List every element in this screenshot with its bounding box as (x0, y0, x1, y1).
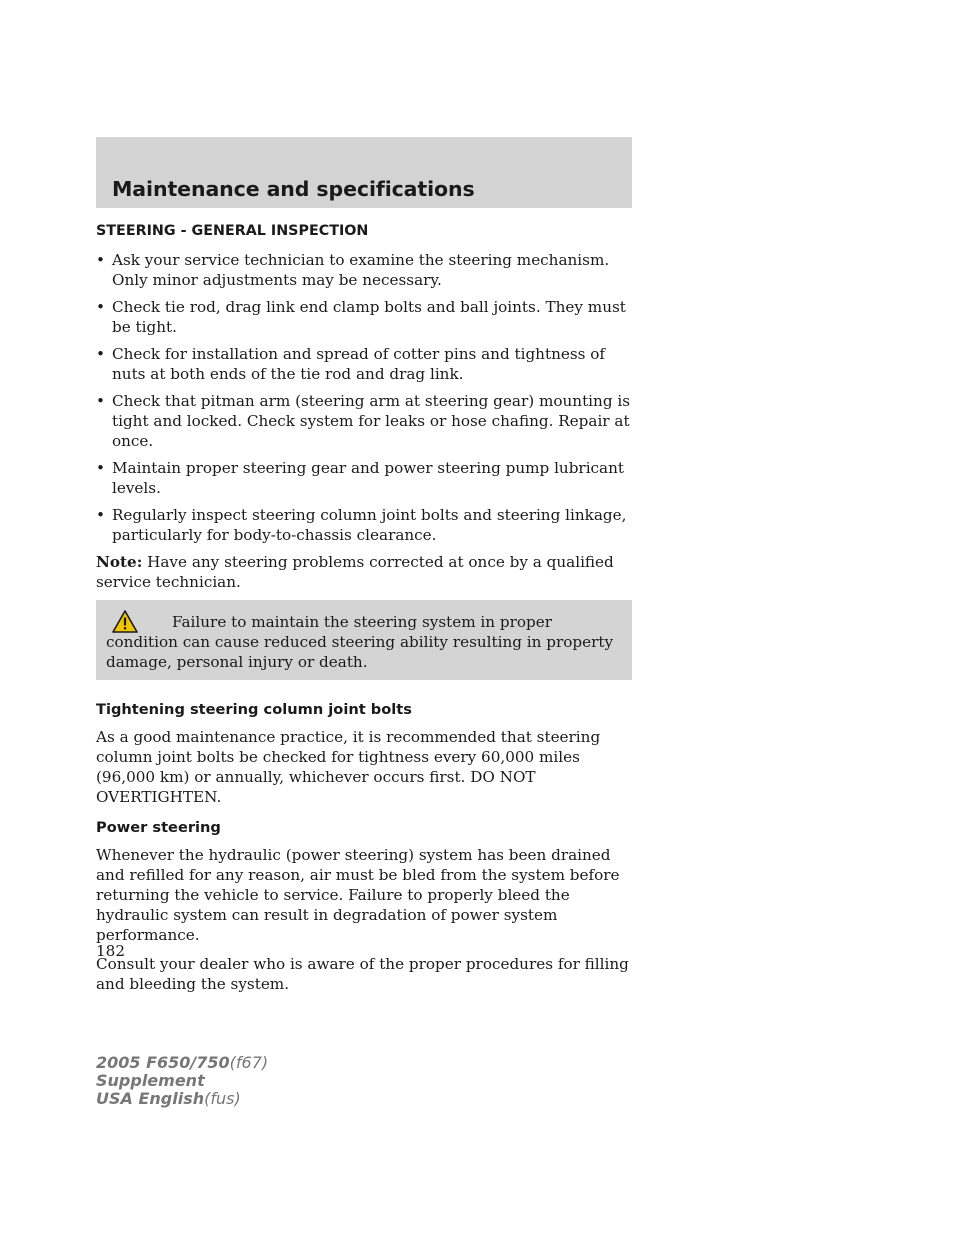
bullet-icon: • (96, 298, 105, 316)
tightening-paragraph: As a good maintenance practice, it is recommended that steering column joint bolts be checked for tightness every 60,000 miles (96,000 km) or annually, whichever occurs first. DO NOT OVERTIGHTEN. (96, 728, 601, 806)
page-number: 182 (96, 942, 125, 960)
document-footer (96, 1054, 268, 1108)
note-label: Note: (96, 553, 143, 571)
note-text: Have any steering problems corrected at once by a qualified service technician. (96, 553, 614, 591)
list-item: • Check tie rod, drag link end clamp bolts and ball joints. They must be tight. (96, 298, 626, 336)
footer-language-line: USA English(fus) (96, 1089, 241, 1108)
section-title: Maintenance and specifications (112, 177, 475, 201)
heading-tightening-joint-bolts: Tightening steering column joint bolts (96, 701, 412, 718)
section-header-band (96, 137, 632, 208)
footer-supplement-line: Supplement (96, 1071, 205, 1090)
heading-steering-general-inspection: STEERING - GENERAL INSPECTION (96, 223, 369, 239)
inspection-bullet-list (96, 250, 632, 545)
bullet-icon: • (96, 251, 105, 269)
list-item: • Maintain proper steering gear and power steering pump lubricant levels. (96, 459, 624, 497)
heading-power-steering: Power steering (96, 819, 221, 836)
bullet-icon: • (96, 506, 105, 524)
list-item: • Check that pitman arm (steering arm at steering gear) mounting is tight and locked. Check system for leaks or hose chafing. Repair at once. (96, 392, 631, 450)
note-paragraph (96, 552, 632, 592)
bullet-icon: • (96, 345, 105, 363)
power-steering-paragraph-2: Consult your dealer who is aware of the proper procedures for filling and bleeding the system. (96, 955, 629, 993)
list-item: • Check for installation and spread of cotter pins and tightness of nuts at both ends of the tie rod and drag link. (96, 345, 606, 383)
bullet-icon: • (96, 392, 105, 410)
footer-model-line: 2005 F650/750(f67) (96, 1053, 269, 1072)
page-content (96, 221, 632, 1003)
list-item: • Regularly inspect steering column joint bolts and steering linkage, particularly for body-to-chassis clearance. (96, 506, 627, 544)
warning-box (96, 600, 632, 680)
warning-triangle-icon (112, 610, 138, 633)
power-steering-paragraph-1: Whenever the hydraulic (power steering) system has been drained and refilled for any reason, air must be bled from the system before returning the vehicle to service. Failure to properly bleed the hydraulic system can result in degradation of power system performance. (96, 846, 620, 944)
list-item: • Ask your service technician to examine the steering mechanism. Only minor adjustments may be necessary. (96, 251, 610, 289)
warning-text: Failure to maintain the steering system in proper condition can cause reduced steering ability resulting in property damage, personal injury or death. (106, 613, 614, 671)
bullet-icon: • (96, 459, 105, 477)
